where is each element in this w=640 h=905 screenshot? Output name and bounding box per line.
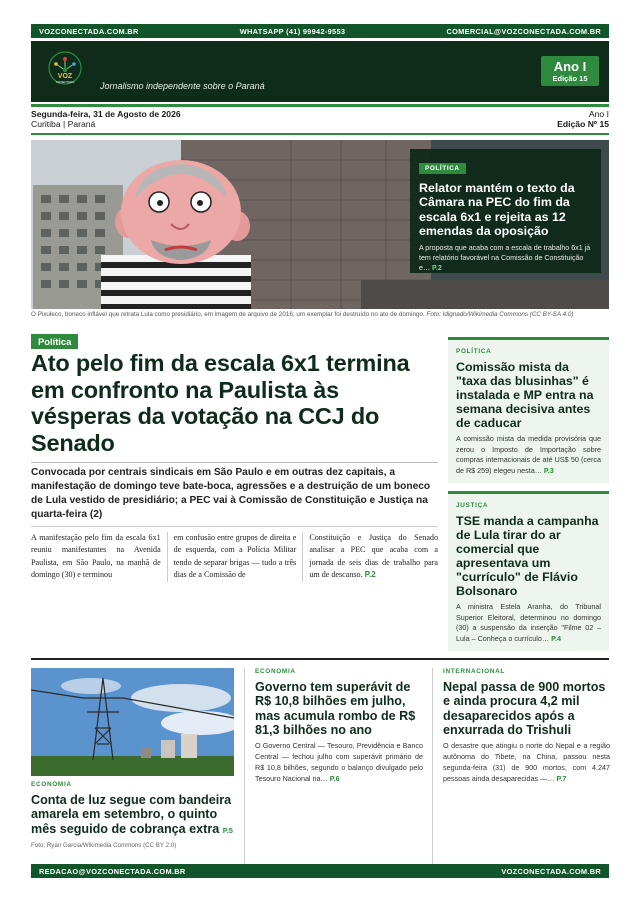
logo-text: VOZ xyxy=(57,73,73,80)
sidebar-section-2: JUSTIÇA xyxy=(456,502,489,509)
bottom-section-2: ECONOMIA xyxy=(255,668,296,675)
bottom-section-1: ECONOMIA xyxy=(31,781,72,788)
sidebar-title-2[interactable]: TSE manda a campanha de Lula tirar do ar comercial que apresentava um "currículo" de Flávio Bolsonaro xyxy=(456,514,599,598)
dek-divider xyxy=(31,526,438,527)
logo-subtext: CONECTADA xyxy=(55,80,75,84)
bottom-section-3: INTERNACIONAL xyxy=(443,668,505,675)
hero-story-title[interactable]: Relator mantém o texto da Câmara na PEC do fim da escala 6x1 e rejeita as 12 emendas da oposição xyxy=(419,181,575,239)
bottom-summary-2: O Governo Central — Tesouro, Previdência e Banco Central — fechou julho com superávit primário de R$ 10,8 bilhões, segundo o balanço divulgado pelo Tesouro Nacional na… P.6 xyxy=(255,741,423,783)
edition-badge xyxy=(541,56,599,86)
power-line-illustration xyxy=(31,668,234,776)
sidebar-summary-1: A comissão mista da medida provisória que zerou o Imposto de Importação sobre compras internacionais de até US$ 50 (cerca de R$ 259) elegeu nesta… P.3 xyxy=(456,434,601,475)
body-column-1: A manifestação pelo fim da escala 6x1 reuniu manifestantes na Avenida Paulista, em São Paulo, na manhã de domingo (30) e terminou xyxy=(31,533,161,580)
main-dek: Convocada por centrais sindicais em São Paulo e em outras dez capitais, a manifestação de domingo teve bate-boca, agressões e a destruição de um boneco de Lula vestido de presidiário; a PEC vai à Comissão de Constituição e Justiça na quarta-feira (2) xyxy=(31,467,431,521)
masthead xyxy=(31,41,609,102)
site-link[interactable]: VOZCONECTADA.COM.BR xyxy=(39,26,139,36)
body-column-2: em confusão entre grupos de direita e de esquerda, com a Polícia Militar tendo de separar brigas — tudo a três dias de a Comissão de xyxy=(167,532,303,582)
bottom-story-3[interactable] xyxy=(443,668,610,784)
main-headline[interactable]: Ato pelo fim da escala 6x1 termina em confronto na Paulista às vésperas da votação na CCJ do Senado xyxy=(31,350,410,456)
issue-location: Curitiba | Paraná xyxy=(31,119,96,129)
newsroom-email[interactable]: REDACAO@VOZCONECTADA.COM.BR xyxy=(39,866,186,876)
main-kicker: Política xyxy=(31,334,78,349)
masthead-rule xyxy=(31,104,609,107)
sidebar-story-2[interactable] xyxy=(448,491,609,651)
commercial-email[interactable]: COMERCIAL@VOZCONECTADA.COM.BR xyxy=(446,26,601,36)
bottom-page-ref-3[interactable]: P.7 xyxy=(556,773,567,783)
bottom-divider-2 xyxy=(432,668,433,864)
dateline-rule xyxy=(31,133,609,135)
sidebar-title-1[interactable]: Comissão mista da "taxa das blusinhas" é instalada e MP entra na semana decisiva antes de caducar xyxy=(456,360,594,430)
sidebar-page-ref-1[interactable]: P.3 xyxy=(543,465,554,475)
sidebar-summary-2: A ministra Estela Aranha, do Tribunal Superior Eleitoral, determinou no domingo (30) a suspensão da inserção "Filme 02 – Lula – Conheça o currículo… P.4 xyxy=(456,602,601,643)
tagline: Jornalismo independente sobre o Paraná xyxy=(100,81,265,91)
footer-site-link[interactable]: VOZCONECTADA.COM.BR xyxy=(501,866,601,876)
top-contact-bar xyxy=(31,24,609,38)
hero-section-tag: POLÍTICA xyxy=(419,163,466,174)
bottom-story-1[interactable] xyxy=(31,781,236,849)
issue-edition: Edição Nº 15 xyxy=(557,119,609,129)
hero-story-summary: A proposta que acaba com a escala de trabalho 6x1 já tem relatório favorável na Comissão de Constituição e… P.2 xyxy=(419,243,591,272)
hero-page-ref[interactable]: P.2 xyxy=(432,263,442,272)
sidebar-section-1: POLÍTICA xyxy=(456,348,492,355)
hero-caption: O Pixuleco, boneco inflável que retrata Lula como presidiário, em imagem de arquivo de 2016; um exemplar foi destruído no ato de domingo. Foto: Idignado/Wikimedia Commons (CC BY-SA 4.0) xyxy=(31,311,574,318)
main-page-ref[interactable]: P.2 xyxy=(364,570,376,580)
bottom-page-ref-1[interactable]: P.5 xyxy=(222,825,233,835)
issue-date: Segunda-feira, 31 de Agosto de 2026 xyxy=(31,109,181,119)
hero-photo-credit: Foto: Idignado/Wikimedia Commons (CC BY-SA 4.0) xyxy=(426,311,574,318)
bottom-divider-1 xyxy=(244,668,245,864)
bottom-photo-credit-1: Foto: Ryan Garcia/Wikimedia Commons (CC BY 2.0) xyxy=(31,841,177,849)
main-body xyxy=(31,532,438,582)
issue-year: Ano I xyxy=(588,109,609,119)
bottom-summary-3: O desastre que atingiu o norte do Nepal e a região autônoma do Tibete, na China, passou nesta segunda-feira (31) de 900 mortos, com 4.247 pessoas ainda desaparecidas —… P.7 xyxy=(443,741,610,783)
bottom-section-rule xyxy=(31,658,609,660)
badge-year: Ano I xyxy=(553,59,587,74)
bottom-page-ref-2[interactable]: P.6 xyxy=(329,773,340,783)
headline-divider xyxy=(31,462,438,463)
footer-bar xyxy=(31,864,609,878)
sidebar-page-ref-2[interactable]: P.4 xyxy=(551,633,561,643)
bottom-title-3[interactable]: Nepal passa de 900 mortos e ainda procura 4,2 mil desaparecidos após a enxurrada do Trishuli xyxy=(443,680,606,737)
bottom-title-1[interactable]: Conta de luz segue com bandeira amarela em setembro, o quinto mês seguido de cobrança extra P.5 xyxy=(31,793,233,836)
sidebar-story-1[interactable] xyxy=(448,337,609,483)
body-column-3: Constituição e Justiça do Senado analisar a PEC que acaba com a jornada de seis dias de trabalho para um de descanso. P.2 xyxy=(302,532,438,582)
logo[interactable] xyxy=(47,50,83,86)
power-line-photo[interactable] xyxy=(31,668,234,776)
badge-edition: Edição 15 xyxy=(552,74,588,83)
bottom-title-2[interactable]: Governo tem superávit de R$ 10,8 bilhões em julho, mas acumula rombo de R$ 81,3 bilhões no ano xyxy=(255,680,416,737)
bottom-story-2[interactable] xyxy=(255,668,423,784)
whatsapp-contact[interactable]: WHATSAPP (41) 99942-9553 xyxy=(239,26,346,36)
hero-story-card[interactable] xyxy=(410,149,601,273)
